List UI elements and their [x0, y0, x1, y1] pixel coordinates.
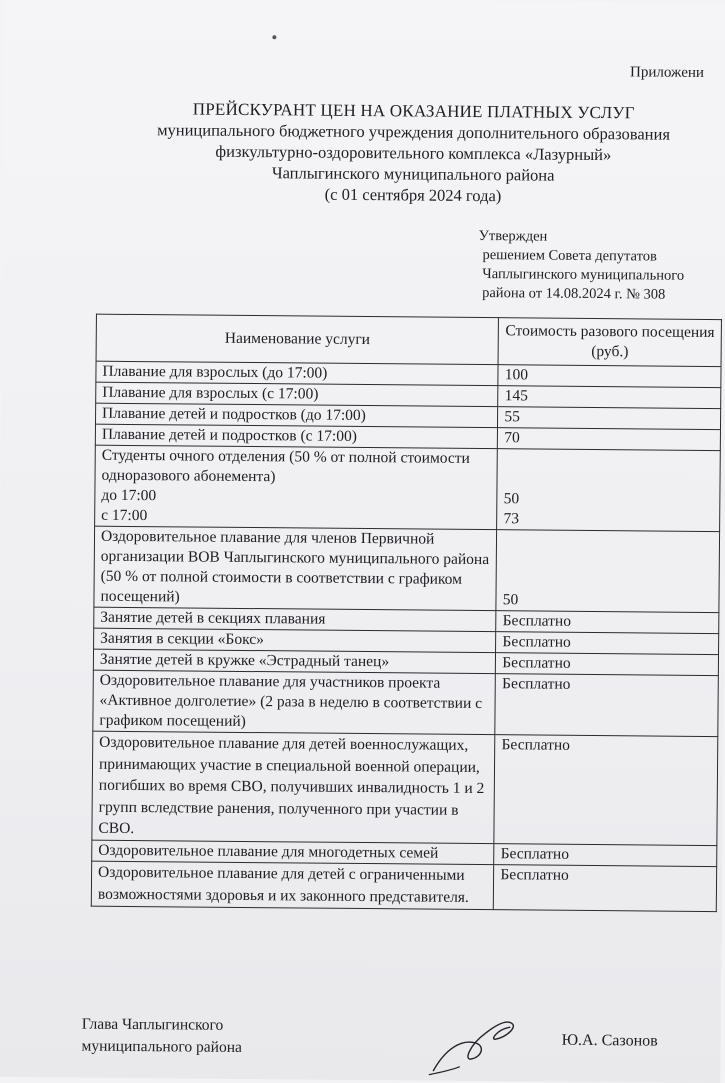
appendix-label: Приложени: [630, 64, 705, 81]
cost-cell: 55: [498, 407, 721, 430]
complex-line: физкультурно-оздоровительного комплекса «Лазурный»: [215, 141, 612, 165]
cost-after-17: 73: [503, 510, 520, 528]
cost-cell: [497, 449, 720, 532]
signatory-position-line2: муниципального района: [81, 1037, 242, 1056]
approved-decision-number: района от 14.08.2024 г. № 308: [482, 285, 666, 303]
service-text: Студенты очного отделения (50 % от полной стоимости одноразового абонемента): [101, 446, 470, 486]
column-header-service: Наименование услуги: [96, 314, 499, 365]
table-row: [94, 526, 720, 612]
cost-cell: Бесплатно: [496, 611, 719, 634]
table-row: [91, 861, 716, 911]
service-cell: Оздоровительное плавание для членов Первичной организации ВОВ Чаплыгинского муниципального района (50 % от полной стоимости в соответствии с графиком посещений): [94, 526, 497, 611]
signatory-position-line1: Глава Чаплыгинского: [81, 1015, 224, 1034]
service-cell: Плавание для взрослых (с 17:00): [96, 382, 499, 407]
approved-by: решением Совета депутатов: [482, 247, 657, 265]
handwritten-signature: [425, 1009, 526, 1080]
service-cell: [95, 445, 498, 530]
service-cell: Занятие детей в кружке «Эстрадный танец»: [93, 649, 496, 674]
cost-before-17: 50: [503, 490, 520, 508]
document-title: ПРЕЙСКУРАНТ ЦЕН НА ОКАЗАНИЕ ПЛАТНЫХ УСЛУГ: [192, 99, 635, 123]
column-header-cost: Стоимость разового посещения (руб.): [498, 318, 721, 367]
signatory-position: [81, 1014, 242, 1059]
service-cell: Оздоровительное плавание для многодетных семей: [92, 840, 495, 865]
service-cell: Занятие детей в секциях плавания: [94, 607, 497, 632]
service-cell: Занятия в секции «Бокс»: [94, 628, 497, 653]
service-cell: Оздоровительное плавание для детей с ограниченными возможностями здоровья и их законного представителя.: [91, 861, 494, 910]
effective-date-line: (с 01 сентября 2024 года): [324, 184, 502, 206]
service-cell: Оздоровительное плавание для детей военнослужащих, принимающих участие в специальной военной операции, погибших во время СВО, получивших инвалидность 1 и 2 групп вследствие ранения, полученного при участии в СВО.: [92, 731, 495, 843]
service-cell: Плавание детей и подростков (с 17:00): [95, 424, 498, 449]
cost-cell: 50: [496, 530, 719, 613]
cost-cell: 145: [498, 386, 721, 409]
cost-cell: Бесплатно: [494, 843, 717, 866]
table-row: [92, 731, 718, 845]
cost-cell: Бесплатно: [494, 864, 717, 911]
service-cell: Плавание для взрослых (до 17:00): [96, 361, 499, 386]
table-header-row: [96, 314, 721, 366]
cost-cell: Бесплатно: [494, 735, 718, 845]
time-before-17: до 17:00: [101, 486, 157, 505]
signatory-name: Ю.А. Сазонов: [561, 1031, 658, 1050]
approved-label: Утвержден: [478, 228, 548, 245]
approval-block: [478, 227, 684, 305]
table-row: [93, 670, 719, 736]
cost-cell: Бесплатно: [495, 674, 718, 737]
approved-council: Чаплыгинского муниципального: [482, 266, 685, 284]
service-cell: Плавание детей и подростков (до 17:00): [96, 403, 499, 428]
cost-cell: 100: [498, 365, 721, 388]
price-table: [91, 314, 722, 912]
table-row: [95, 445, 721, 531]
document-header: [93, 98, 725, 209]
institution-line: муниципального бюджетного учреждения дополнительного образования: [157, 120, 671, 144]
service-cell: Оздоровительное плавание для участников проекта «Активное долголетие» (2 раза в неделю в соответствии с графиком посещений): [93, 670, 496, 735]
cost-cell: Бесплатно: [496, 632, 719, 655]
time-after-17: с 17:00: [101, 506, 148, 525]
district-line: Чаплыгинского муниципального района: [271, 163, 555, 185]
cost-cell: Бесплатно: [496, 653, 719, 676]
paper-speck: [272, 35, 276, 39]
cost-cell: 70: [498, 428, 721, 451]
